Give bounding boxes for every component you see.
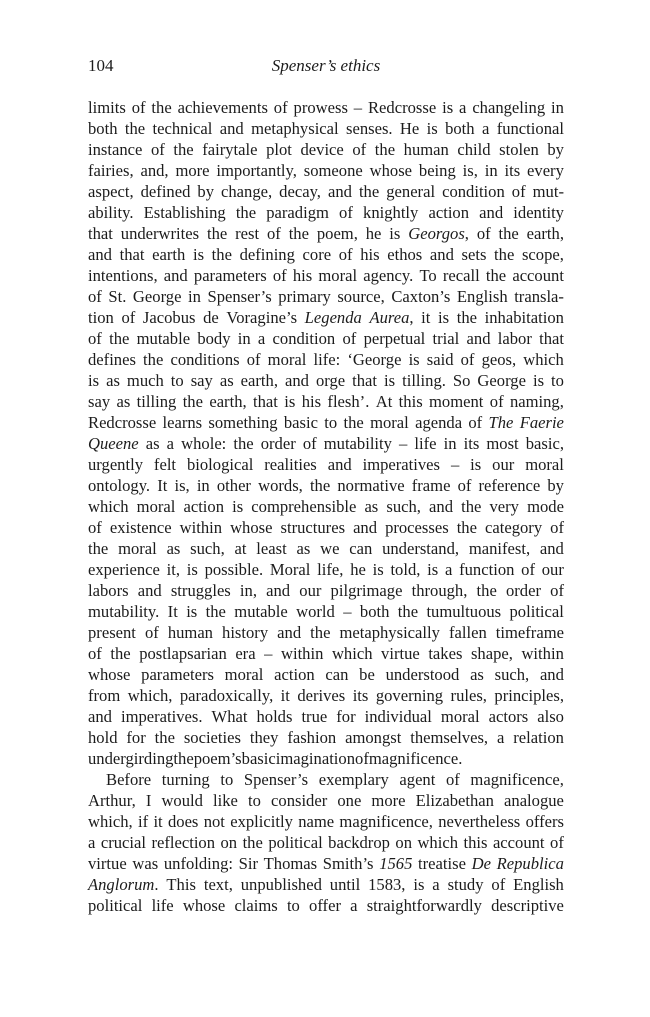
- text-line: Queene as a whole: the order of mutability – life in its most basic,: [88, 434, 564, 453]
- text-line: ontology. It is, in other words, the normative frame of reference by: [88, 476, 564, 495]
- text-line: hold for the societies they fashion amongst themselves, a relation: [88, 728, 564, 747]
- running-title: Spenser’s ethics: [271, 56, 381, 75]
- text-line: Redcrosse learns something basic to the moral agenda of The Faerie: [88, 413, 564, 432]
- text-line: of the mutable body in a condition of perpetual trial and labor that: [88, 329, 564, 348]
- text-line: present of human history and the metaphysically fallen timeframe: [88, 623, 564, 642]
- text-line: Before turning to Spenser’s exemplary agent of magnificence,: [106, 770, 564, 789]
- text-line: urgently felt biological realities and imperatives – is our moral: [88, 455, 564, 474]
- text-line: say as tilling the earth, that is his flesh’. At this moment of naming,: [88, 392, 564, 411]
- text-line: a crucial reflection on the political backdrop on which this account of: [88, 833, 564, 852]
- text-line: whose parameters moral action can be understood as such, and: [88, 665, 564, 684]
- text-line: which, if it does not explicitly name magnificence, nevertheless offers: [88, 812, 564, 831]
- text-line: instance of the fairytale plot device of the human child stolen by: [88, 140, 564, 159]
- text-line: ability. Establishing the paradigm of knightly action and identity: [88, 203, 564, 222]
- text-line: experience it, is possible. Moral life, he is told, is a function of our: [88, 560, 564, 579]
- text-line: of existence within whose structures and processes the category of: [88, 518, 564, 537]
- text-line: undergirding the poem’s basic imagination of magnificence.: [88, 749, 463, 768]
- text-line: both the technical and metaphysical senses. He is both a functional: [88, 119, 564, 138]
- text-line: of St. George in Spenser’s primary source, Caxton’s English transla-: [88, 287, 564, 306]
- text-line: Arthur, I would like to consider one more Elizabethan analogue: [88, 791, 564, 810]
- text-line: labors and struggles in, and our pilgrimage through, the order of: [88, 581, 564, 600]
- text-line: which moral action is comprehensible as such, and the very mode: [88, 497, 564, 516]
- body-text: [88, 97, 564, 916]
- page-number: 104: [88, 56, 114, 75]
- text-line: fairies, and, more importantly, someone whose being is, in its every: [88, 161, 564, 180]
- page-header: [88, 56, 564, 80]
- text-line: of the postlapsarian era – within which virtue takes shape, within: [88, 644, 564, 663]
- text-line: aspect, defined by change, decay, and the general condition of mut-: [88, 182, 564, 201]
- text-line: limits of the achievements of prowess – Redcrosse is a changeling in: [88, 98, 564, 117]
- text-line: and that earth is the defining core of his ethos and sets the scope,: [88, 245, 564, 264]
- text-line: intentions, and parameters of his moral agency. To recall the account: [88, 266, 564, 285]
- text-line: that underwrites the rest of the poem, he is Georgos, of the earth,: [88, 224, 564, 243]
- text-line: is as much to say as earth, and orge that is tilling. So George is to: [88, 371, 564, 390]
- text-line: virtue was unfolding: Sir Thomas Smith’s 1565 treatise De Republica: [88, 854, 564, 873]
- text-line: tion of Jacobus de Voragine’s Legenda Aurea, it is the inhabitation: [88, 308, 564, 327]
- text-line: mutability. It is the mutable world – both the tumultuous political: [88, 602, 564, 621]
- text-line: from which, paradoxically, it derives its governing rules, principles,: [88, 686, 564, 705]
- text-line: political life whose claims to offer a straightforwardly descriptive: [88, 896, 564, 915]
- text-line: the moral as such, at least as we can understand, manifest, and: [88, 539, 564, 558]
- text-line: Anglorum. This text, unpublished until 1583, is a study of English: [88, 875, 564, 894]
- text-line: defines the conditions of moral life: ‘George is said of geos, which: [88, 350, 564, 369]
- text-line: and imperatives. What holds true for individual moral actors also: [88, 707, 564, 726]
